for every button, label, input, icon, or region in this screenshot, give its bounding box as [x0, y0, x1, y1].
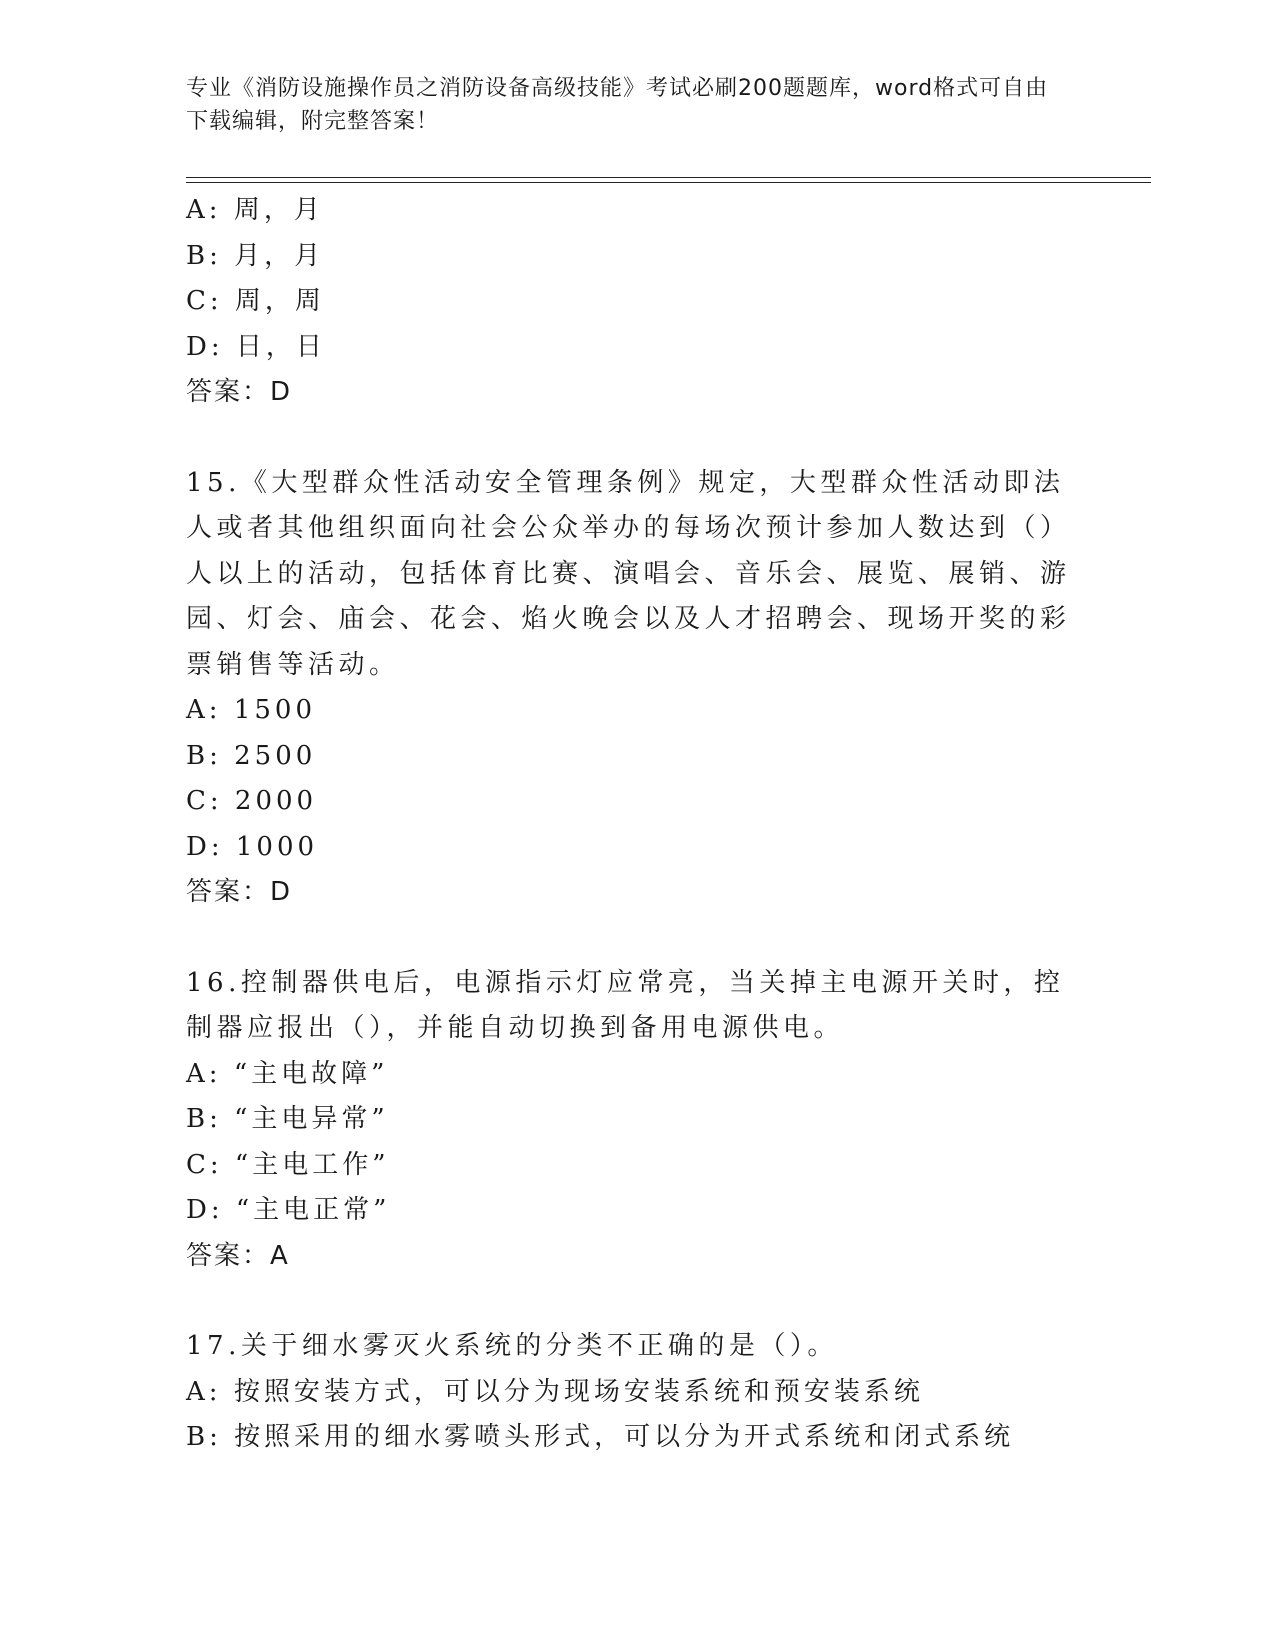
- answer-line: 答案：D: [186, 377, 293, 407]
- option-c: C: “主电工作”: [186, 1149, 390, 1180]
- option-b: B: 月，月: [186, 240, 325, 271]
- question-block-17: [186, 1324, 1086, 1461]
- question-block-15: [186, 461, 1086, 916]
- option-a: A: 1500: [186, 695, 316, 725]
- answer-line: 答案：A: [186, 1240, 290, 1271]
- option-c: C: 2000: [186, 786, 318, 816]
- header-divider-bottom: [186, 182, 1151, 183]
- option-b: B: 按照采用的细水雾喷头形式，可以分为开式系统和闭式系统: [186, 1422, 1015, 1452]
- question-text: 16.控制器供电后，电源指示灯应常亮，当关掉主电源开关时，控制器应报出（），并能自动切换到备用电源供电。: [186, 967, 1065, 1043]
- question-text: 17.关于细水雾灭火系统的分类不正确的是（）。: [186, 1331, 838, 1361]
- option-a: A: “主电故障”: [186, 1058, 389, 1089]
- option-d: D: “主电正常”: [186, 1195, 391, 1225]
- document-body: [186, 188, 1086, 1461]
- question-block-16: [186, 961, 1086, 1280]
- document-header: 专业《消防设施操作员之消防设备高级技能》考试必刷200题题库，word格式可自由下载编辑，附完整答案！: [186, 76, 1049, 134]
- question-block-14: [186, 188, 1086, 416]
- option-a: A: 按照安装方式，可以分为现场安装系统和预安装系统: [186, 1376, 924, 1407]
- answer-line: 答案：D: [186, 877, 293, 907]
- option-a: A: 周，月: [186, 195, 324, 225]
- option-d: D: 1000: [186, 831, 319, 862]
- header-divider-top: [186, 177, 1151, 178]
- option-b: B: 2500: [186, 740, 317, 771]
- option-c: C: 周，周: [186, 286, 325, 316]
- option-d: D: 日，日: [186, 331, 326, 362]
- option-b: B: “主电异常”: [186, 1104, 389, 1134]
- question-text: 15.《大型群众性活动安全管理条例》规定，大型群众性活动即法人或者其他组织面向社会公众举办的每场次预计参加人数达到（）人以上的活动，包括体育比赛、演唱会、音乐会、展览、展销、游园、灯会、庙会、花会、焰火晚会以及人才招聘会、现场开奖的彩票销售等活动。: [186, 467, 1071, 680]
